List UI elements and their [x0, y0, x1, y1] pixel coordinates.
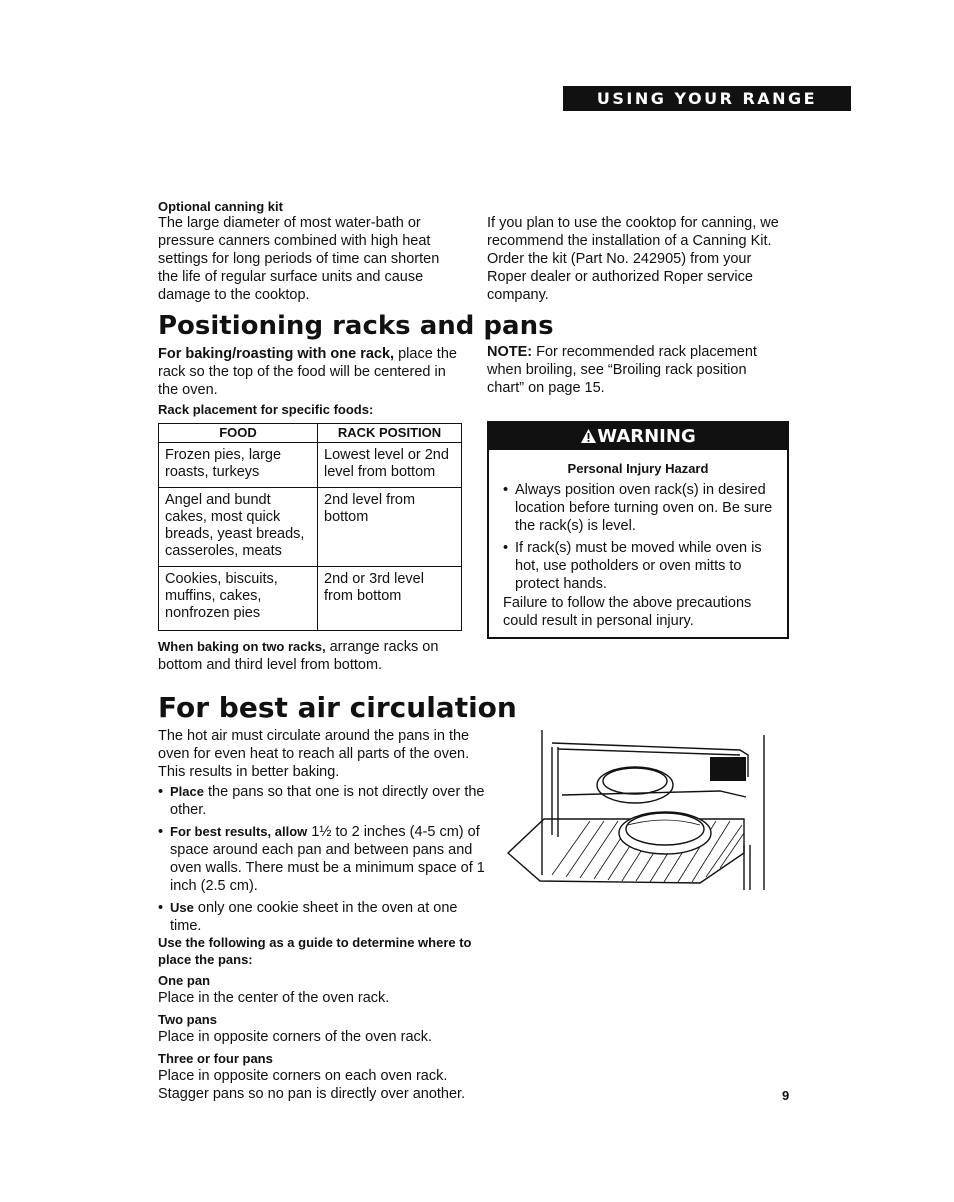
air-bullet [158, 823, 488, 895]
air-circulation-title: For best air circulation [158, 691, 517, 724]
table-row [159, 567, 462, 631]
air-bullet-text: 1½ to 2 inches (4-5 cm) of space around each pan and between pans and oven walls. There must be a minimum space of 1 inch (2.5 cm). [170, 824, 485, 894]
food-cell: Frozen pies, large roasts, turkeys [159, 443, 318, 488]
guide-label-one-pan: One pan [158, 973, 211, 988]
air-bullet [158, 899, 488, 935]
note-label: NOTE: [487, 344, 533, 360]
note-text: For recommended rack placement when broiling, see “Broiling rack position chart” on page 15. [487, 344, 757, 396]
rack-placement-heading: Rack placement for specific foods: [158, 402, 374, 417]
guide-text-three-four-pans: Place in opposite corners on each oven rack. Stagger pans so no pan is directly over another. [158, 1068, 466, 1102]
warning-bullet: • Always position oven rack(s) in desired location before turning oven on. Be sure the rack(s) is level. [503, 481, 775, 535]
food-cell: Cookies, biscuits, muffins, cakes, nonfrozen pies [159, 567, 318, 631]
warning-header [489, 423, 787, 450]
air-intro: The hot air must circulate around the pans in the oven for even heat to reach all parts of the oven. This results in better baking. [158, 728, 470, 780]
two-racks-bold: When baking on two racks, [158, 639, 326, 654]
positioning-title: Positioning racks and pans [158, 311, 554, 341]
positioning-intro [158, 345, 458, 399]
guide-text-one-pan: Place in the center of the oven rack. [158, 990, 390, 1006]
air-bullet-bold: Use [170, 900, 194, 915]
warning-label: WARNING [597, 426, 696, 447]
guide-label-two-pans: Two pans [158, 1012, 217, 1027]
rack-position-column-header: RACK POSITION [318, 424, 462, 443]
air-bullet-text: the pans so that one is not directly over the other. [170, 784, 485, 818]
canning-heading: Optional canning kit [158, 199, 283, 214]
section-header: USING YOUR RANGE [563, 86, 851, 111]
warning-footer: Failure to follow the above precautions could result in personal injury. [503, 595, 752, 629]
canning-left-text: The large diameter of most water-bath or pressure canners combined with high heat settings for long periods of time can shorten the life of regular surface units and cause damage to the cooktop. [158, 215, 440, 303]
warning-bullets [503, 481, 775, 593]
air-bullet-bold: For best results, allow [170, 824, 308, 839]
page-number: 9 [782, 1088, 790, 1103]
hazard-title: Personal Injury Hazard [567, 461, 709, 476]
air-bullets [158, 783, 488, 935]
air-bullet [158, 783, 488, 819]
canning-right-text: If you plan to use the cooktop for canning, we recommend the installation of a Canning Kit. Order the kit (Part No. 242905) from your Roper dealer or authorized Roper service company. [487, 215, 779, 303]
guide-label-three-four-pans: Three or four pans [158, 1051, 273, 1066]
food-column-header: FOOD [159, 424, 318, 443]
positioning-intro-bold: For baking/roasting with one rack, [158, 346, 395, 362]
positioning-intro-text: place the rack so the top of the food will be centered in the oven. [158, 346, 457, 398]
rack-position-table [158, 423, 462, 631]
oven-rack-illustration [500, 725, 772, 895]
guide-heading: Use the following as a guide to determine where to place the pans: [158, 935, 472, 967]
warning-bullet: • If rack(s) must be moved while oven is hot, use potholders or oven mitts to protect hands. [503, 539, 775, 593]
guide-text-two-pans: Place in opposite corners of the oven rack. [158, 1029, 433, 1045]
position-cell: 2nd level from bottom [318, 488, 462, 567]
air-bullet-bold: Place [170, 784, 204, 799]
position-cell: 2nd or 3rd level from bottom [318, 567, 462, 631]
warning-triangle-icon [580, 425, 597, 452]
table-header-row [159, 424, 462, 443]
two-racks-text: arrange racks on bottom and third level from bottom. [158, 639, 439, 673]
air-bullet-text: only one cookie sheet in the oven at one time. [170, 900, 458, 934]
position-cell: Lowest level or 2nd level from bottom [318, 443, 462, 488]
food-cell: Angel and bundt cakes, most quick breads, yeast breads, casseroles, meats [159, 488, 318, 567]
table-row [159, 443, 462, 488]
table-row [159, 488, 462, 567]
broil-note [487, 343, 787, 397]
two-racks-note [158, 638, 462, 674]
